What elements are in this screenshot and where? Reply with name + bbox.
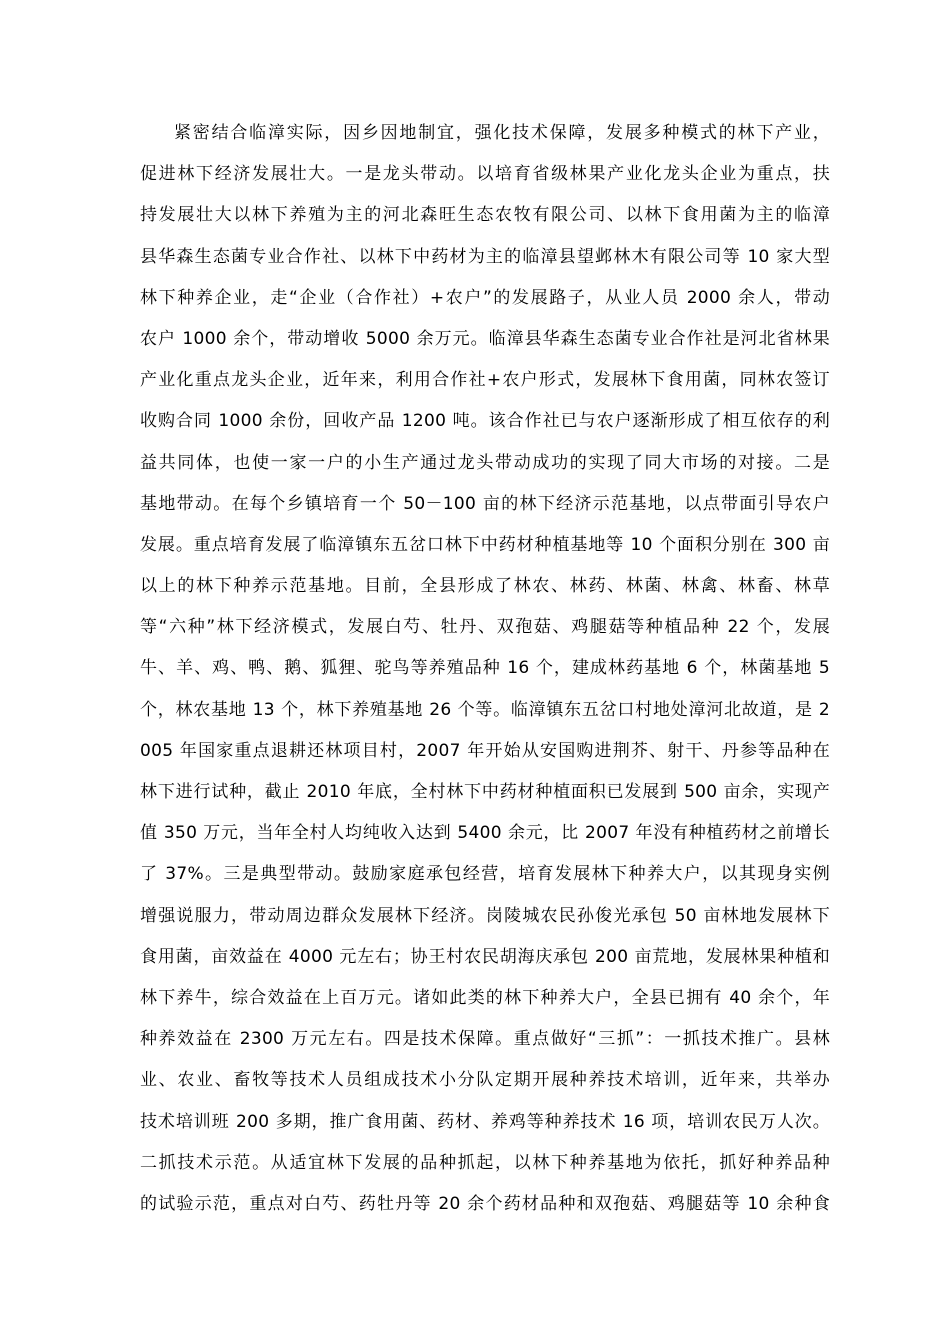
paragraph-line: 持发展壮大以林下养殖为主的河北森旺生态农牧有限公司、以林下食用菌为主的临漳 bbox=[140, 205, 830, 226]
paragraph-line: 技术培训班 200 多期，推广食用菌、药材、养鸡等种养技术 16 项，培训农民万人次。 bbox=[140, 1111, 830, 1132]
paragraph-line: 食用菌，亩效益在 4000 元左右；协王村农民胡海庆承包 200 亩荒地，发展林果种植和 bbox=[140, 946, 830, 967]
paragraph-line: 林下养牛，综合效益在上百万元。诸如此类的林下种养大户，全县已拥有 40 余个，年 bbox=[140, 987, 830, 1008]
paragraph-line: 收购合同 1000 余份，回收产品 1200 吨。该合作社已与农户逐渐形成了相互依存的利 bbox=[140, 411, 830, 432]
paragraph-line: 基地带动。在每个乡镇培育一个 50－100 亩的林下经济示范基地，以点带面引导农户 bbox=[140, 493, 830, 514]
paragraph-line: 紧密结合临漳实际，因乡因地制宜，强化技术保障，发展多种模式的林下产业， bbox=[174, 123, 830, 143]
paragraph-line: 以上的林下种养示范基地。目前，全县形成了林农、林药、林菌、林禽、林畜、林草 bbox=[140, 576, 830, 597]
paragraph-line: 增强说服力，带动周边群众发展林下经济。岗陵城农民孙俊光承包 50 亩林地发展林下 bbox=[140, 905, 830, 926]
paragraph-line: 等“六种”林下经济模式，发展白芍、牡丹、双孢菇、鸡腿菇等种植品种 22 个，发展 bbox=[140, 617, 830, 638]
paragraph-line: 促进林下经济发展壮大。一是龙头带动。以培育省级林果产业化龙头企业为重点，扶 bbox=[140, 164, 830, 185]
paragraph-line: 业、农业、畜牧等技术人员组成技术小分队定期开展种养技术培训，近年来，共举办 bbox=[140, 1070, 830, 1091]
paragraph-line: 县华森生态菌专业合作社、以林下中药材为主的临漳县望邺林木有限公司等 10 家大型 bbox=[140, 246, 830, 267]
paragraph-line: 农户 1000 余个，带动增收 5000 余万元。临漳县华森生态菌专业合作社是河北省林果 bbox=[140, 328, 830, 349]
paragraph-line: 二抓技术示范。从适宜林下发展的品种抓起，以林下种养基地为依托，抓好种养品种 bbox=[140, 1152, 830, 1173]
paragraph-line: 005 年国家重点退耕还林项目村，2007 年开始从安国购进荆芥、射干、丹参等品种在 bbox=[140, 740, 830, 761]
paragraph-line: 益共同体，也使一家一户的小生产通过龙头带动成功的实现了同大市场的对接。二是 bbox=[140, 452, 830, 473]
body-paragraph bbox=[140, 113, 830, 1225]
paragraph-line: 了 37%。三是典型带动。鼓励家庭承包经营，培育发展林下种养大户，以其现身实例 bbox=[140, 864, 830, 885]
paragraph-line: 值 350 万元，当年全村人均纯收入达到 5400 余元，比 2007 年没有种植药材之前增长 bbox=[140, 823, 830, 844]
paragraph-line: 的试验示范，重点对白芍、药牡丹等 20 余个药材品种和双孢菇、鸡腿菇等 10 余种食 bbox=[140, 1193, 830, 1214]
paragraph-line: 牛、羊、鸡、鸭、鹅、狐狸、驼鸟等养殖品种 16 个，建成林药基地 6 个，林菌基地 5 bbox=[140, 658, 830, 679]
paragraph-line: 产业化重点龙头企业，近年来，利用合作社+农户形式，发展林下食用菌，同林农签订 bbox=[140, 370, 830, 391]
paragraph-line: 林下种养企业，走“企业（合作社）+农户”的发展路子，从业人员 2000 余人，带动 bbox=[140, 287, 830, 308]
paragraph-line: 种养效益在 2300 万元左右。四是技术保障。重点做好“三抓”：一抓技术推广。县林 bbox=[140, 1029, 830, 1050]
paragraph-line: 发展。重点培育发展了临漳镇东五岔口林下中药材种植基地等 10 个面积分别在 300 亩 bbox=[140, 534, 830, 555]
paragraph-line: 林下进行试种，截止 2010 年底，全村林下中药材种植面积已发展到 500 亩余，实现产 bbox=[140, 782, 830, 802]
paragraph-line: 个，林农基地 13 个，林下养殖基地 26 个等。临漳镇东五岔口村地处漳河北故道，是 2 bbox=[140, 699, 830, 720]
